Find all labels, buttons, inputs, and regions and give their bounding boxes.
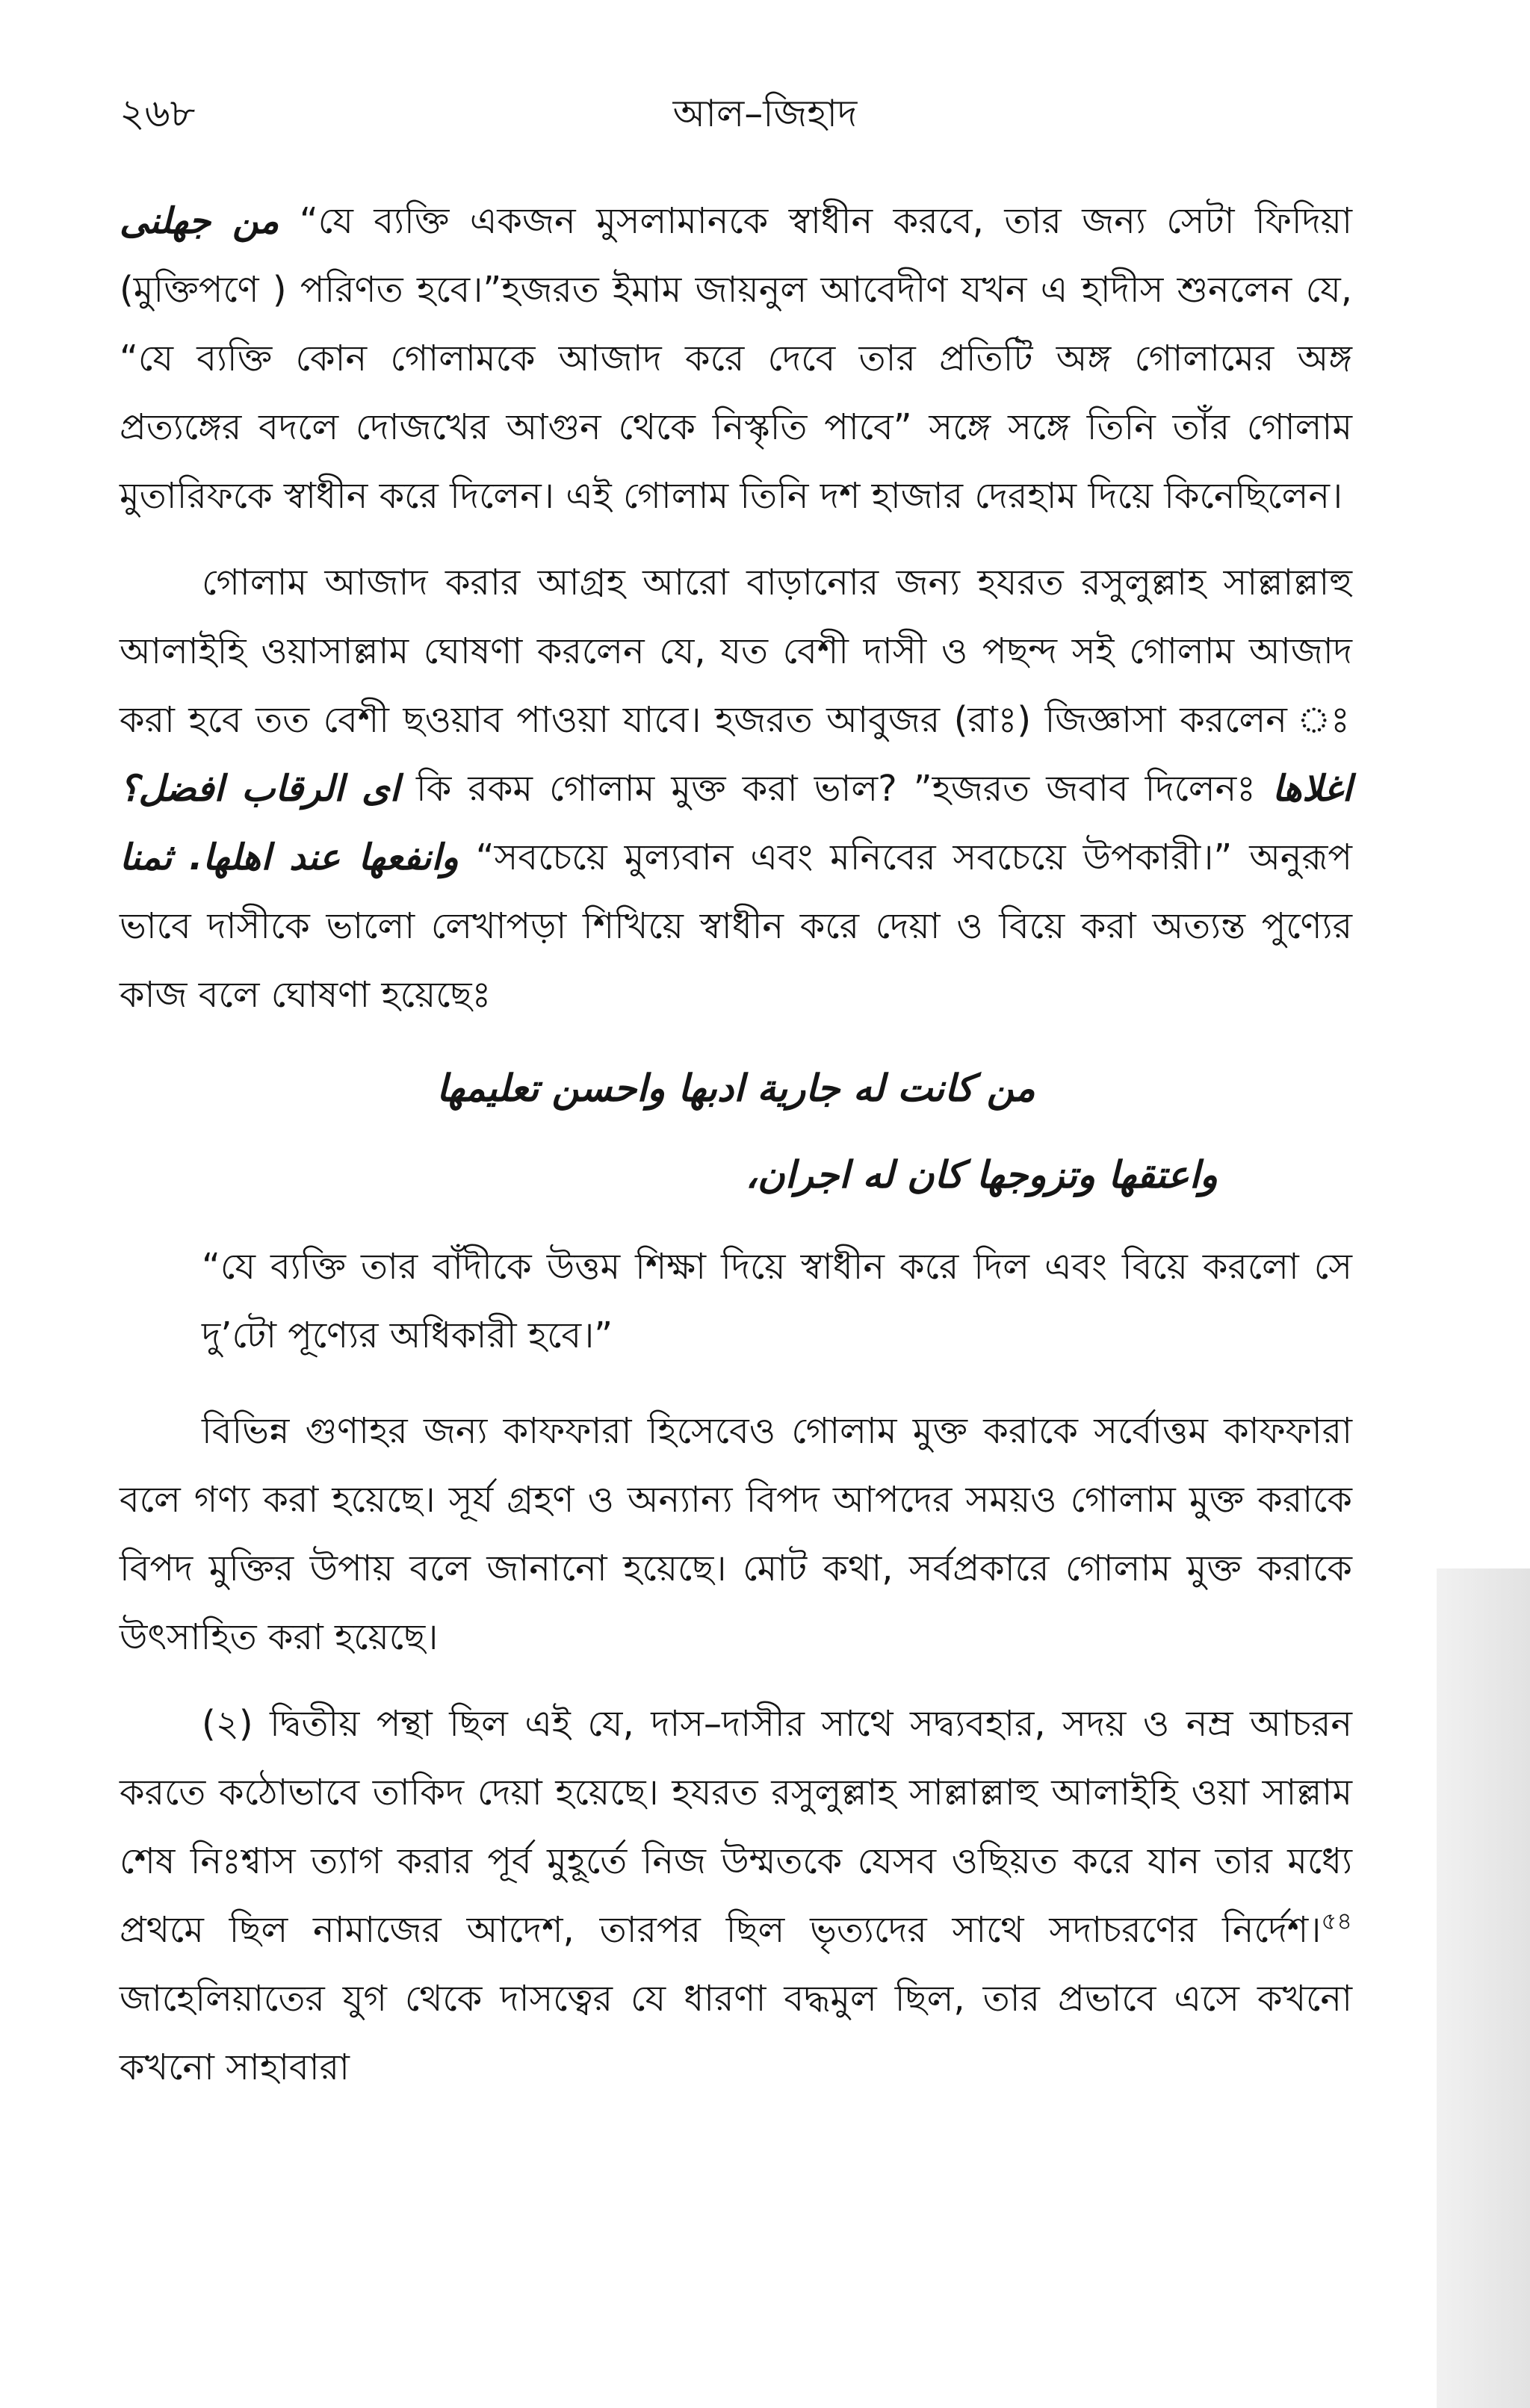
paragraph-4 [120,1689,1352,2102]
arabic-phrase: من جهلنى [120,200,279,242]
page-edge-shadow [1437,1568,1530,2408]
page-body [120,187,1352,2120]
translation-quote: “যে ব্যক্তি তার বাঁদীকে উত্তম শিক্ষা দিয়ে স্বাধীন করে দিল এবং বিয়ে করলো সে দু’টো পূণ্যের অধিকারী হবে।” [202,1246,1352,1356]
arabic-hadith-line-1: من كانت له جارية ادبها واحسن تعليمها [436,1067,1035,1110]
paragraph-text: কি রকম গোলাম মুক্ত করা ভাল? ”হজরত জবাব দিলেনঃ [416,768,1256,810]
paragraph-1 [120,187,1352,530]
paragraph-text: গোলাম আজাদ করার আগ্রহ আরো বাড়ানোর জন্য হযরত রসুলুল্লাহ সাল্লাল্লাহু আলাইহি ওয়াসাল্লাম ঘোষণা করলেন যে, যত বেশী দাসী ও পছন্দ সই গোলাম আজাদ করা হবে তত বেশী ছওয়াব পাওয়া যাবে। হজরত আবুজর (রাঃ) জিজ্ঞাসা করলেন ঃ [120,562,1352,741]
arabic-hadith-line-2: واعتقها وتزوجها كان له اجران، [745,1153,1218,1197]
page-number: ২৬৮ [120,91,196,136]
paragraph-text: জাহেলিয়াতের যুগ থেকে দাসত্বের যে ধারণা বদ্ধমুল ছিল, তার প্রভাবে এসে কখনো কখনো সাহাবারা [120,1978,1352,2088]
paragraph-2 [120,548,1352,1029]
running-title: আল–জিহাদ [672,92,858,135]
arabic-phrase: اغلاها ثمنا [120,768,1353,878]
paragraph-text: “সবচেয়ে মুল্যবান এবং মনিবের সবচেয়ে উপকারী।” অনুরূপ ভাবে দাসীকে ভালো লেখাপড়া শিখিয়ে স্বাধীন করে দেয়া ও বিয়ে করা অত্যন্ত পুণ্যের কাজ বলে ঘোষণা হয়েছেঃ [120,837,1352,1016]
paragraph-text: “যে ব্যক্তি একজন মুসলামানকে স্বাধীন করবে, তার জন্য সেটা ফিদিয়া (মুক্তিপণে ) পরিণত হবে।”হজরত ইমাম জায়নুল আবেদীণ যখন এ হাদীস শুনলেন যে, “যে ব্যক্তি কোন গোলামকে আজাদ করে দেবে তার প্রতিটি অঙ্গ গোলামের অঙ্গ প্রত্যঙ্গের বদলে দোজখের আগুন থেকে নিস্কৃতি পাবে” সঙ্গে সঙ্গে তিনি তাঁর গোলাম মুতারিফকে স্বাধীন করে দিলেন। এই গোলাম তিনি দশ হাজার দেরহাম দিয়ে কিনেছিলেন। [120,200,1352,517]
arabic-phrase: اى الرقاب افضل؟ [120,768,400,810]
footnote-reference[interactable]: ৫৪ [1321,1907,1352,1935]
paragraph-text: (২) দ্বিতীয় পন্থা ছিল এই যে, দাস–দাসীর সাথে সদ্ব্যবহার, সদয় ও নম্র আচরন করতে কঠোভাবে তাকিদ দেয়া হয়েছে। হযরত রসুলুল্লাহ সাল্লাল্লাহু আলাইহি ওয়া সাল্লাম শেষ নিঃশ্বাস ত্যাগ করার পূর্ব মুহূর্তে নিজ উম্মতকে যেসব ওছিয়ত করে যান তার মধ্যে প্রথমে ছিল নামাজের আদেশ, তারপর ছিল ভৃত্যদের সাথে সদাচরণের নির্দেশ। [120,1703,1352,1951]
page-header [120,84,1410,143]
paragraph-3: বিভিন্ন গুণাহর জন্য কাফফারা হিসেবেও গোলাম মুক্ত করাকে সর্বোত্তম কাফফারা বলে গণ্য করা হয়েছে। সূর্য গ্রহণ ও অন্যান্য বিপদ আপদের সময়ও গোলাম মুক্ত করাকে বিপদ মুক্তির উপায় বলে জানানো হয়েছে। মোট কথা, সর্বপ্রকারে গোলাম মুক্ত করাকে উৎসাহিত করা হয়েছে। [120,1410,1352,1658]
arabic-phrase: وانفعها عند اهلها. [189,837,459,878]
